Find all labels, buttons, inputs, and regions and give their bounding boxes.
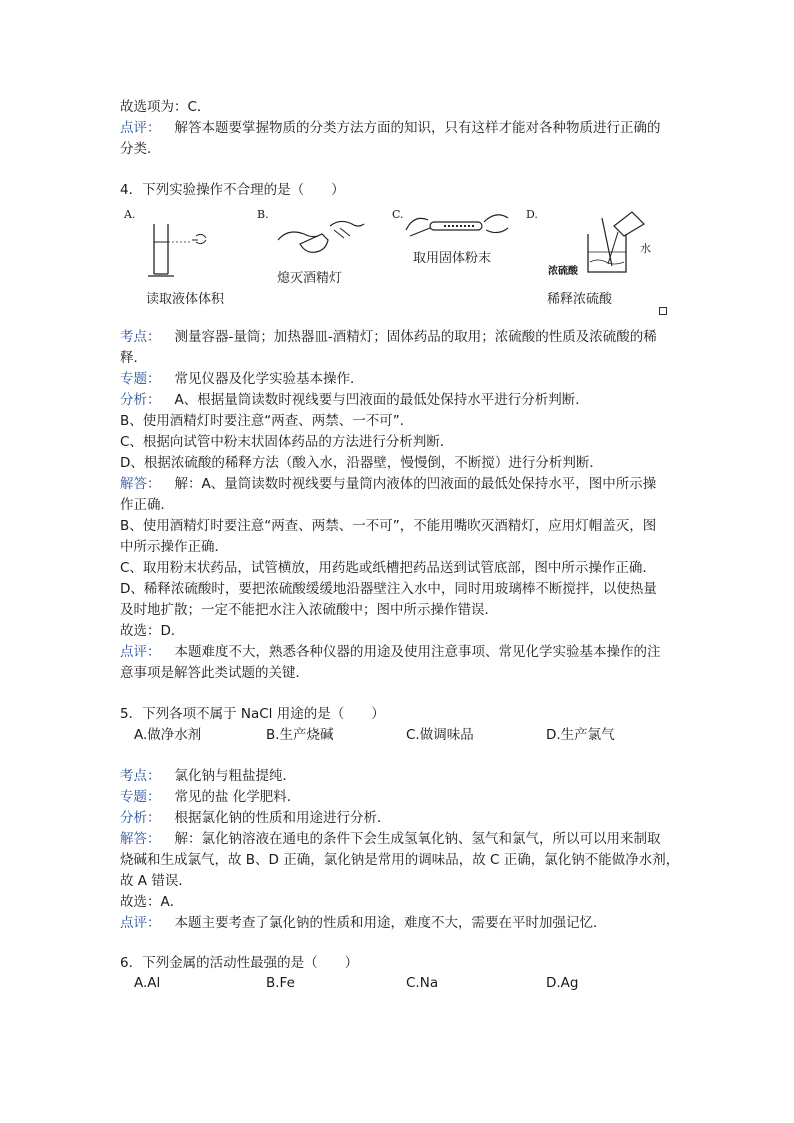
q5-stem: 5．下列各项不属于 NaCl 用途的是（ ） bbox=[120, 706, 385, 722]
q4-kaodian bbox=[120, 327, 657, 347]
graduated-cylinder-illustration bbox=[134, 218, 224, 278]
jieda-label: 解答： bbox=[120, 476, 161, 492]
prev-comment-cont: 分类． bbox=[120, 141, 161, 157]
fig-letter-c: C. bbox=[392, 208, 404, 221]
caption-c: 取用固体粉末 bbox=[413, 251, 492, 266]
q5-dianping bbox=[120, 913, 607, 933]
kaodian-label: 考点： bbox=[120, 329, 161, 345]
q5-fenxi bbox=[120, 808, 391, 828]
fig-letter-b: B. bbox=[257, 208, 269, 221]
kaodian-label: 考点： bbox=[120, 768, 161, 784]
q5-jieda bbox=[120, 829, 661, 849]
q4-kaodian-cont: 释． bbox=[120, 350, 147, 366]
fig-letter-d: D. bbox=[526, 208, 538, 221]
zhuanti-label: 专题： bbox=[120, 789, 161, 805]
q4-dianping-cont: 意事项是解答此类试题的关键． bbox=[120, 665, 309, 681]
q4-jieda-3: B、使用酒精灯时要注意“两查、两禁、一不可”，不能用嘴吹灭酒精灯，应用灯帽盖灭，图 bbox=[120, 518, 657, 534]
q5-answer: 故选：A． bbox=[120, 894, 184, 910]
q5-jieda-2: 烧碱和生成氯气，故 B、D 正确，氯化钠是常用的调味品，故 C 正确，氯化钠不能做净水剂， bbox=[120, 852, 680, 868]
q6-stem: 6．下列金属的活动性最强的是（ ） bbox=[120, 955, 359, 971]
q4-fenxi bbox=[120, 390, 589, 410]
dianping-text: 本题难度不大，熟悉各种仪器的用途及使用注意事项、常见化学实验基本操作的注 bbox=[174, 644, 661, 660]
kaodian-text: 测量容器-量筒；加热器皿-酒精灯；固体药品的取用；浓硫酸的性质及浓硫酸的稀 bbox=[174, 329, 657, 345]
fenxi-label: 分析： bbox=[120, 810, 161, 826]
q4-fenxi-d: D、根据浓硫酸的稀释方法（酸入水，沿器壁，慢慢倒，不断搅）进行分析判断． bbox=[120, 455, 603, 471]
q4-jieda-7: 及时地扩散；一定不能把水注入浓硫酸中；图中所示操作错误． bbox=[120, 602, 498, 618]
comment-text: 解答本题要掌握物质的分类方法方面的知识，只有这样才能对各种物质进行正确的 bbox=[174, 120, 661, 136]
alcohol-lamp-illustration bbox=[270, 214, 370, 266]
label-acid: 浓硫酸 bbox=[548, 266, 578, 277]
q4-jieda-5: C、取用粉末状药品，试管横放，用药匙或纸槽把药品送到试管底部，图中所示操作正确． bbox=[120, 560, 656, 576]
q4-answer: 故选：D． bbox=[120, 623, 185, 639]
prev-answer-line: 故选项为：C． bbox=[120, 99, 211, 115]
q4-jieda-4: 中所示操作正确． bbox=[120, 539, 228, 555]
fenxi-text: A、根据量筒读数时视线要与凹液面的最低处保持水平进行分析判断． bbox=[174, 392, 589, 408]
dianping-text: 本题主要考查了氯化钠的性质和用途，难度不大，需要在平时加强记忆． bbox=[174, 915, 607, 931]
q4-fenxi-b: B、使用酒精灯时要注意“两查、两禁、一不可”． bbox=[120, 413, 414, 429]
dianping-label: 点评： bbox=[120, 915, 161, 931]
jieda-text: 解：氯化钠溶液在通电的条件下会生成氢氧化钠、氢气和氯气，所以可以用来制取 bbox=[174, 831, 661, 847]
q4-jieda-6: D、稀释浓硫酸时，要把浓硫酸缓缓地沿器壁注入水中，同时用玻璃棒不断搅拌，以使热量 bbox=[120, 581, 657, 597]
q4-fenxi-c: C、根据向试管中粉末状固体药品的方法进行分析判断． bbox=[120, 434, 454, 450]
q5-kaodian bbox=[120, 766, 296, 786]
fig-letter-a: A. bbox=[124, 208, 136, 221]
q5-option-d: D.生产氯气 bbox=[546, 727, 615, 743]
q5-option-b: B.生产烧碱 bbox=[266, 727, 334, 743]
dianping-label: 点评： bbox=[120, 644, 161, 660]
q4-jieda-2: 作正确． bbox=[120, 497, 174, 513]
q6-option-d: D.Ag bbox=[546, 975, 579, 991]
jieda-text: 解：A、量筒读数时视线要与量筒内液体的凹液面的最低处保持水平，图中所示操 bbox=[174, 476, 657, 492]
caption-d: 稀释浓硫酸 bbox=[547, 292, 613, 307]
zhuanti-text: 常见的盐 化学肥料． bbox=[174, 789, 301, 805]
fenxi-label: 分析： bbox=[120, 392, 161, 408]
caption-a: 读取液体体积 bbox=[146, 292, 225, 307]
q6-option-a: A.Al bbox=[134, 975, 161, 991]
jieda-label: 解答： bbox=[120, 831, 161, 847]
caption-b: 熄灭酒精灯 bbox=[277, 271, 343, 286]
q5-option-c: C.做调味品 bbox=[406, 727, 474, 743]
q5-option-a: A.做净水剂 bbox=[134, 727, 202, 743]
kaodian-text: 氯化钠与粗盐提纯． bbox=[174, 768, 296, 784]
label-water: 水 bbox=[640, 242, 651, 255]
q6-option-c: C.Na bbox=[406, 975, 439, 991]
q4-jieda bbox=[120, 474, 656, 494]
corner-box-icon bbox=[659, 307, 667, 315]
zhuanti-text: 常见仪器及化学实验基本操作． bbox=[174, 371, 364, 387]
q6-option-b: B.Fe bbox=[266, 975, 295, 991]
q4-zhuanti bbox=[120, 369, 364, 389]
zhuanti-label: 专题： bbox=[120, 371, 161, 387]
q4-figure bbox=[120, 204, 680, 316]
prev-comment bbox=[120, 118, 661, 138]
q4-dianping bbox=[120, 642, 661, 662]
test-tube-powder-illustration bbox=[400, 208, 515, 244]
q5-jieda-3: 故 A 错误． bbox=[120, 873, 192, 889]
q5-zhuanti bbox=[120, 787, 300, 807]
comment-label: 点评： bbox=[120, 120, 161, 136]
fenxi-text: 根据氯化钠的性质和用途进行分析． bbox=[174, 810, 391, 826]
q4-stem: 4．下列实验操作不合理的是（ ） bbox=[120, 182, 345, 198]
